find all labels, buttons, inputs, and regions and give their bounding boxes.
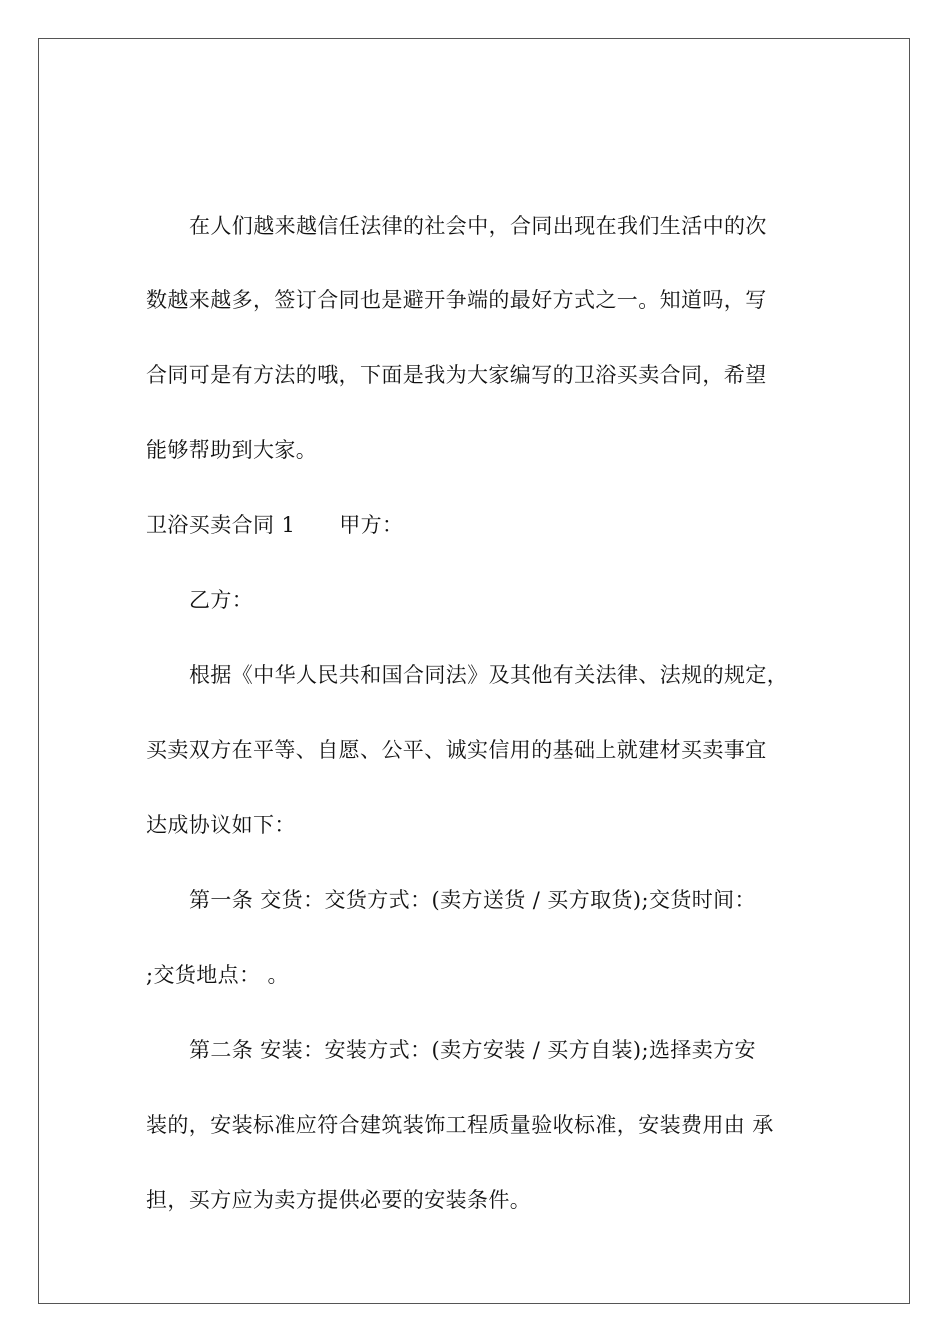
- intro-line-3: 合同可是有方法的哦，下面是我为大家编写的卫浴买卖合同，希望: [146, 363, 767, 387]
- article-2-line-2: 装的，安装标准应符合建筑装饰工程质量验收标准，安装费用由 承: [146, 1113, 774, 1137]
- intro-line-1: 在人们越来越信任法律的社会中，合同出现在我们生活中的次: [189, 214, 767, 238]
- article-1-line-1: 第一条 交货：交货方式：(卖方送货 / 买方取货);交货时间：: [189, 888, 756, 912]
- article-1-line-2: ;交货地点： 。: [146, 963, 289, 987]
- basis-line-2: 买卖双方在平等、自愿、公平、诚实信用的基础上就建材买卖事宜: [146, 738, 767, 762]
- contract-heading: [146, 511, 403, 539]
- article-2-line-3: 担，买方应为卖方提供必要的安装条件。: [146, 1188, 532, 1212]
- intro-line-4: 能够帮助到大家。: [146, 438, 318, 462]
- basis-line-3: 达成协议如下：: [146, 813, 296, 837]
- intro-line-2: 数越来越多，签订合同也是避开争端的最好方式之一。知道吗，写: [146, 288, 767, 312]
- article-2-line-1: 第二条 安装：安装方式：(卖方安装 / 买方自装);选择卖方安: [189, 1038, 756, 1062]
- contract-title: 卫浴买卖合同 1: [146, 513, 296, 537]
- basis-line-1: 根据《中华人民共和国合同法》及其他有关法律、法规的规定，: [189, 663, 789, 687]
- party-b-label: 乙方：: [189, 588, 254, 612]
- party-a-label: 甲方：: [339, 513, 404, 537]
